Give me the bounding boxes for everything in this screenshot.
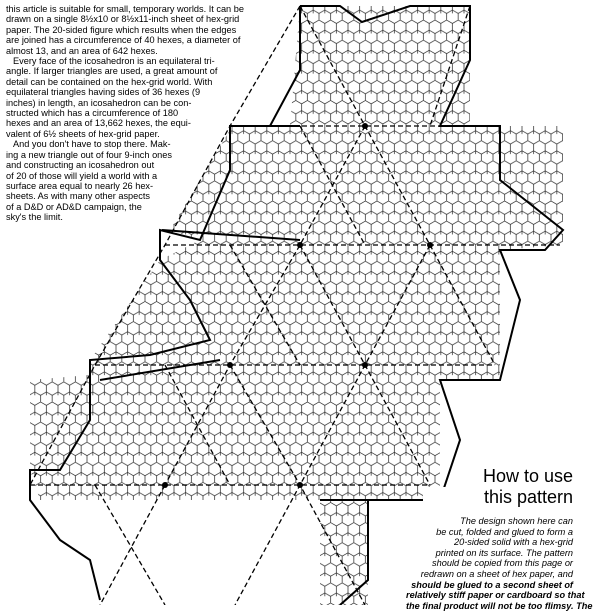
howto-title-line2: this pattern [423, 487, 573, 508]
article-line: drawn on a single 8½x10 or 8½x11-inch sheet of hex-grid [6, 14, 240, 25]
article-line: equilateral triangles having sides of 36 hexes (9 [6, 87, 201, 98]
article-line: inches) in length, an icosahedron can be con- [6, 97, 192, 108]
howto-title-line1: How to use [479, 466, 573, 487]
article-line: sky's the limit. [6, 212, 63, 223]
article-line: of 20 of those will yield a world with a [6, 170, 158, 181]
howto-body [403, 516, 593, 611]
article-line: paper. The 20-sided figure which results when the edges [6, 24, 237, 35]
article-line: this article is suitable for small, temporary worlds. It can be [6, 4, 244, 14]
howto-heading [423, 466, 573, 508]
article-line: valent of 6½ sheets of hex-grid paper. [6, 128, 160, 139]
article-line: structed which has a circumference of 180 [6, 108, 179, 119]
article-text [6, 4, 298, 223]
howto-line: printed on its surface. The pattern [403, 548, 573, 559]
article-line: almost 13, and an area of 642 hexes. [6, 45, 158, 56]
article-line: surface area equal to nearly 26 hex- [6, 180, 154, 191]
article-line: And you don't have to stop there. Mak- [6, 139, 173, 149]
howto-line: The design shown here can [403, 516, 573, 527]
howto-line: 20-sided solid with a hex-grid [403, 537, 573, 548]
howto-line: redrawn on a sheet of hex paper, and [403, 569, 573, 580]
article-line: are joined has a circumference of 40 hexes, a diameter of [6, 35, 241, 46]
howto-line: be cut, folded and glued to form a [403, 527, 573, 538]
howto-line: the final product will not be too flimsy. The [403, 601, 573, 611]
article-line: sheets. As with many other aspects [6, 191, 151, 202]
article-line: angle. If larger triangles are used, a great amount of [6, 66, 218, 77]
article-line: and constructing an icosahedron out [6, 160, 155, 171]
howto-line: relatively stiff paper or cardboard so that [403, 590, 573, 601]
howto-line: should be copied from this page or [403, 558, 573, 569]
article-line: ing a new triangle out of four 9-inch ones [6, 149, 172, 160]
article-line: Every face of the icosahedron is an equilateral tri- [6, 56, 217, 66]
article-line: of a D&D or AD&D campaign, the [6, 201, 142, 212]
article-line: hexes and an area of 13,662 hexes, the equi- [6, 118, 191, 129]
article-line: detail can be contained on the hex-grid world. With [6, 76, 213, 87]
howto-line: should be glued to a second sheet of [403, 580, 573, 591]
